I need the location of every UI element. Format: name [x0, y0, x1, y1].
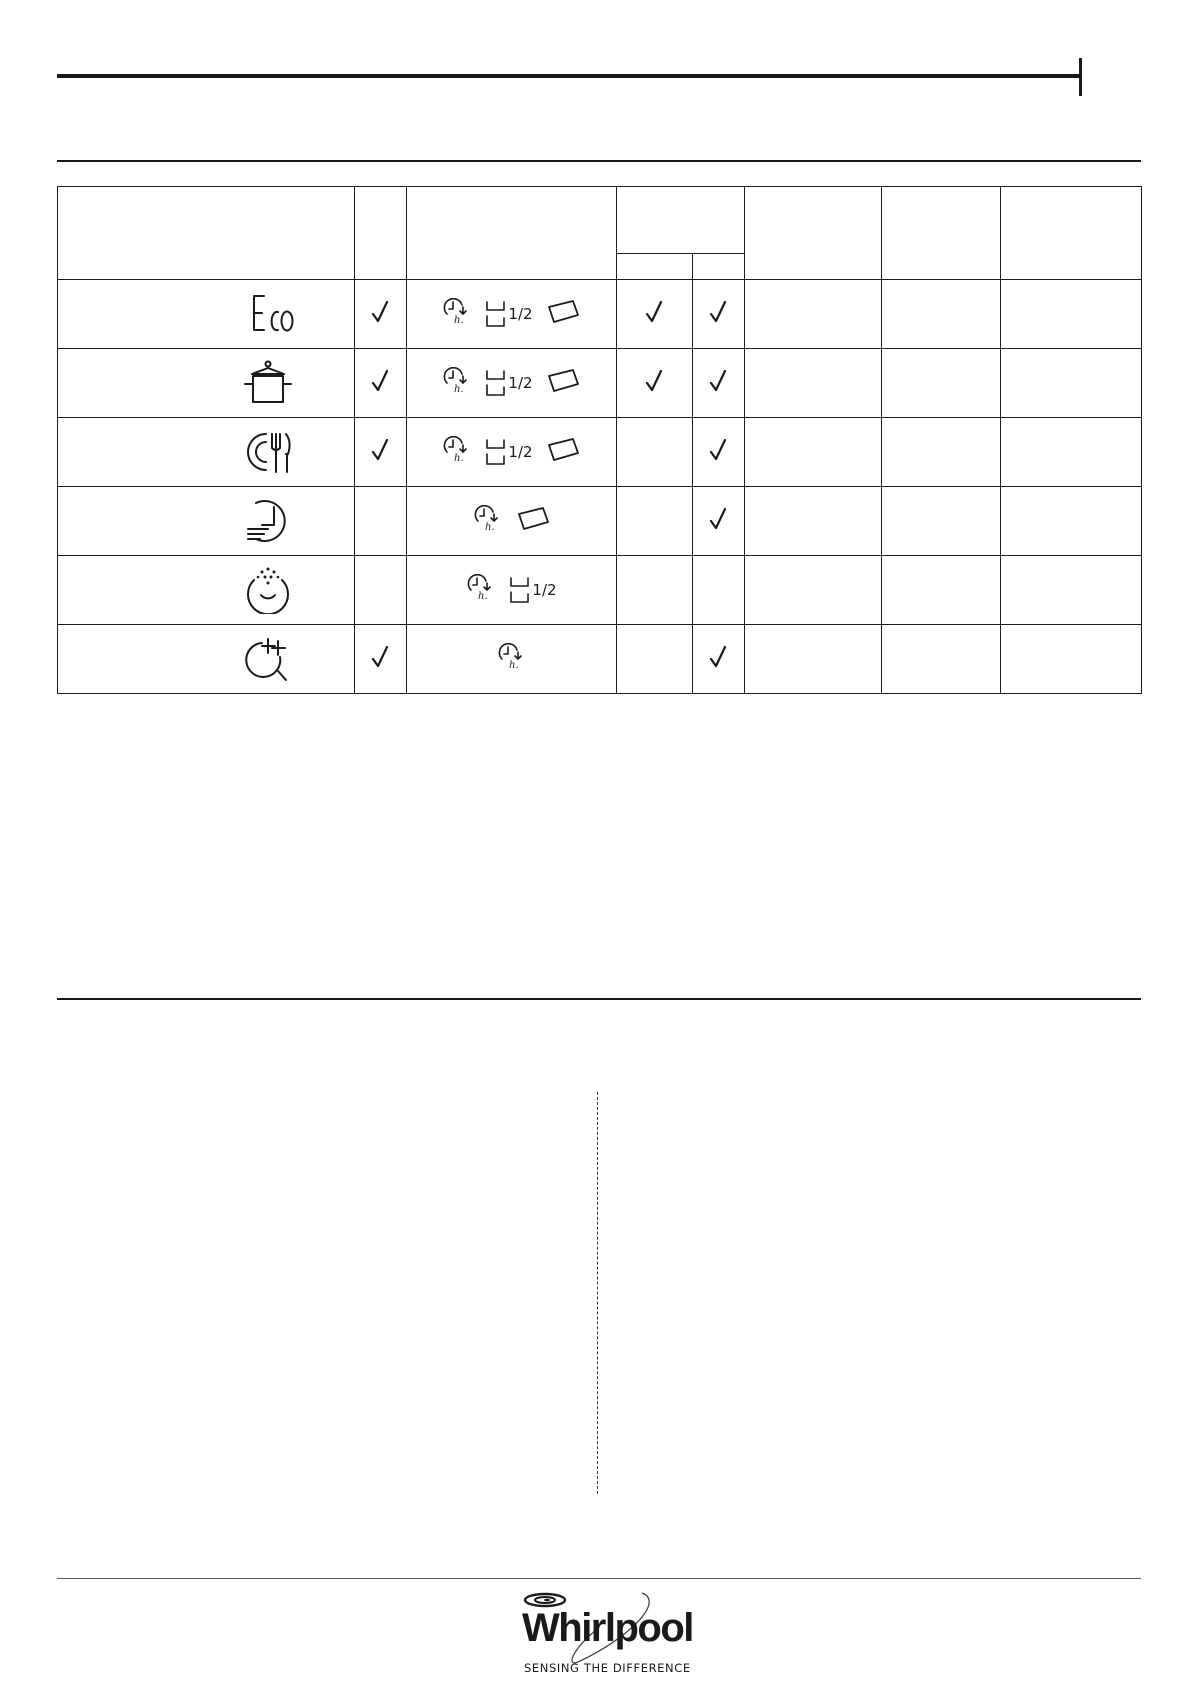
header-program-cell [58, 187, 355, 280]
empty-cell [1001, 418, 1142, 487]
half-load-label: 1/2 [532, 581, 557, 599]
empty-cell [745, 418, 882, 487]
options-cell [407, 418, 617, 487]
check-cell [617, 280, 693, 349]
header-group-cell [617, 187, 745, 254]
check-cell [355, 418, 407, 487]
delay-start-icon [442, 436, 472, 469]
half-load-icon [484, 369, 532, 397]
empty-cell [745, 280, 882, 349]
table-row [58, 487, 1142, 556]
header-col2-cell [355, 187, 407, 280]
header-col6-cell [745, 187, 882, 280]
half-load-label: 1/2 [508, 305, 533, 323]
options-cell [407, 556, 617, 625]
half-load-label: 1/2 [508, 443, 533, 461]
options-cell [407, 349, 617, 418]
check-cell [355, 349, 407, 418]
table-row [58, 349, 1142, 418]
svg-text:h.: h. [484, 521, 495, 533]
delay-start-icon [466, 574, 496, 607]
footer-rule [57, 1578, 1141, 1579]
tablet-icon [515, 505, 551, 538]
check-cell [355, 487, 407, 556]
tablet-icon [545, 367, 581, 400]
program-cell [58, 280, 355, 349]
header-tick-mark [1079, 58, 1082, 96]
half-load-label: 1/2 [508, 374, 533, 392]
table-row [58, 625, 1142, 694]
header-col7-cell [882, 187, 1001, 280]
check-cell [617, 418, 693, 487]
empty-cell [745, 625, 882, 694]
delay-start-icon [442, 367, 472, 400]
svg-text:h.: h. [454, 452, 465, 464]
empty-cell [1001, 556, 1142, 625]
options-cell [407, 280, 617, 349]
brand-name: Whirlpool [522, 1606, 693, 1650]
empty-cell [1001, 625, 1142, 694]
empty-cell [1001, 487, 1142, 556]
empty-cell [745, 487, 882, 556]
check-cell [355, 556, 407, 625]
check-cell [693, 487, 745, 556]
tablet-icon [545, 298, 581, 331]
program-cell [58, 418, 355, 487]
empty-cell [882, 487, 1001, 556]
section-rule-top [57, 160, 1141, 162]
section-rule-bottom [57, 998, 1141, 1000]
delay-start-icon [473, 505, 503, 538]
program-cell [58, 349, 355, 418]
svg-text:h.: h. [508, 659, 519, 671]
empty-cell [745, 349, 882, 418]
check-cell [355, 280, 407, 349]
header-rule [57, 74, 1080, 78]
half-load-icon [484, 438, 532, 466]
check-cell [693, 556, 745, 625]
brand-tagline: SENSING THE DIFFERENCE [524, 1661, 691, 1675]
svg-text:h.: h. [478, 590, 489, 602]
header-subcol-a [617, 254, 693, 280]
check-cell [617, 487, 693, 556]
check-cell [693, 349, 745, 418]
programs-table [57, 186, 1142, 694]
program-cell [58, 487, 355, 556]
table-row [58, 418, 1142, 487]
table-row [58, 280, 1142, 349]
check-cell [355, 625, 407, 694]
delay-start-icon [442, 298, 472, 331]
tablet-icon [545, 436, 581, 469]
empty-cell [745, 556, 882, 625]
svg-text:h.: h. [454, 383, 465, 395]
header-options-cell [407, 187, 617, 280]
empty-cell [882, 418, 1001, 487]
empty-cell [1001, 280, 1142, 349]
check-cell [693, 625, 745, 694]
empty-cell [882, 280, 1001, 349]
empty-cell [882, 556, 1001, 625]
check-cell [617, 556, 693, 625]
half-load-icon [508, 576, 556, 604]
header-col8-cell [1001, 187, 1142, 280]
check-cell [693, 418, 745, 487]
svg-text:h.: h. [454, 314, 465, 326]
check-cell [617, 625, 693, 694]
programs-table-body [58, 280, 1142, 694]
header-subcol-b [693, 254, 745, 280]
whirlpool-logo [516, 1590, 693, 1676]
options-cell [407, 625, 617, 694]
column-divider [597, 1092, 598, 1494]
empty-cell [882, 625, 1001, 694]
delay-start-icon [497, 643, 527, 676]
check-cell [693, 280, 745, 349]
table-row [58, 556, 1142, 625]
half-load-icon [484, 300, 532, 328]
options-cell [407, 487, 617, 556]
empty-cell [1001, 349, 1142, 418]
program-cell [58, 556, 355, 625]
check-cell [617, 349, 693, 418]
program-cell [58, 625, 355, 694]
empty-cell [882, 349, 1001, 418]
